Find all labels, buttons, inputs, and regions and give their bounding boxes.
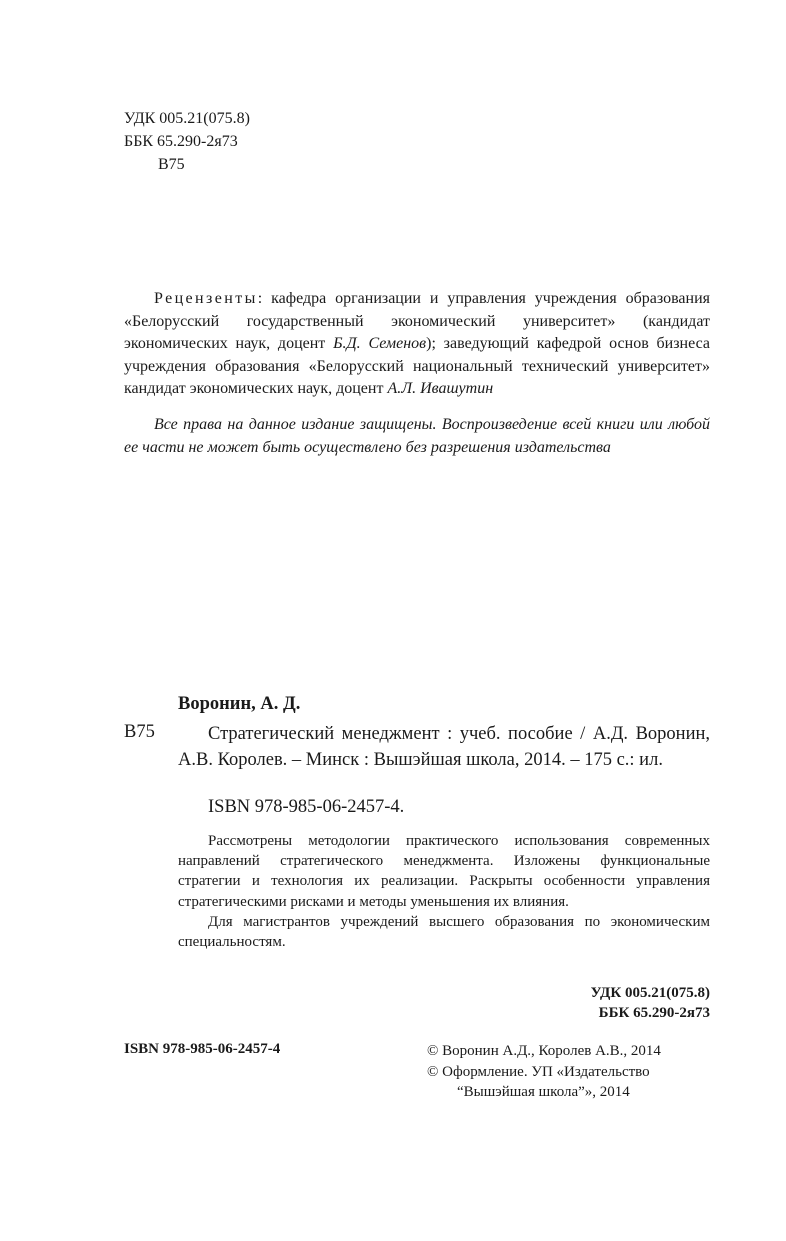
bibliographic-description: Стратегический менеджмент : учеб. пособие / А.Д. Воронин, А.В. Королев. – Минск : Вышэйшая школа, 2014. – 175 с.: ил.	[178, 724, 715, 770]
udk-code-bottom: УДК 005.21(075.8)	[590, 985, 710, 1001]
author-heading: Воронин, А. Д.	[178, 694, 301, 714]
bibliographic-code: В75	[124, 722, 155, 742]
reviewers-label: Рецензенты	[154, 290, 258, 307]
reviewer-name-2: А.Л. Ивашутин	[387, 380, 494, 397]
annotation	[178, 831, 714, 952]
annotation-paragraph-2: Для магистрантов учреждений высшего образования по экономическим специальностям.	[178, 913, 714, 951]
classification-codes-bottom	[591, 983, 710, 1023]
reviewers-paragraph	[124, 288, 715, 401]
copyright-line-3: “Вышэйшая школа”», 2014	[457, 1084, 630, 1100]
isbn-bottom: ISBN 978-985-06-2457-4	[124, 1041, 281, 1057]
classification-codes-top	[124, 107, 250, 176]
annotation-paragraph-1: Рассмотрены методологии практического использования современных направлений стратегического менеджмента. Изложены функциональные стратегии и технология их реализации. Раскрыты особенности управления стратегическими рисками и методы уменьшения их влияния.	[178, 833, 714, 910]
bbk-code-bottom: ББК 65.290-2я73	[598, 1005, 710, 1021]
copyright-block	[427, 1041, 661, 1103]
reviewer-name-1: Б.Д. Семенов	[333, 335, 427, 352]
bibliographic-isbn: ISBN 978-985-06-2457-4.	[208, 797, 405, 817]
rights-notice: Все права на данное издание защищены. Воспроизведение всей книги или любой ее части не может быть осуществлено без разрешения издательства	[124, 416, 714, 456]
udk-code: УДК 005.21(075.8)	[124, 110, 250, 127]
bbk-code: ББК 65.290-2я73	[124, 133, 238, 150]
reviewers-text-1: : кафедра организации и управления учреждения образования «Белорусский государственный экономический университет» (кандидат экономических наук, доцент	[124, 290, 714, 352]
copyright-line-1: © Воронин А.Д., Королев А.В., 2014	[427, 1043, 661, 1059]
reviewers-text-2: ); заведующий кафедрой основ бизнеса учреждения образования «Белорусский национальный технический университет» кандидат экономических наук, доцент	[124, 335, 715, 397]
author-sign: В75	[158, 156, 185, 173]
copyright-line-2: © Оформление. УП «Издательство	[427, 1063, 650, 1080]
